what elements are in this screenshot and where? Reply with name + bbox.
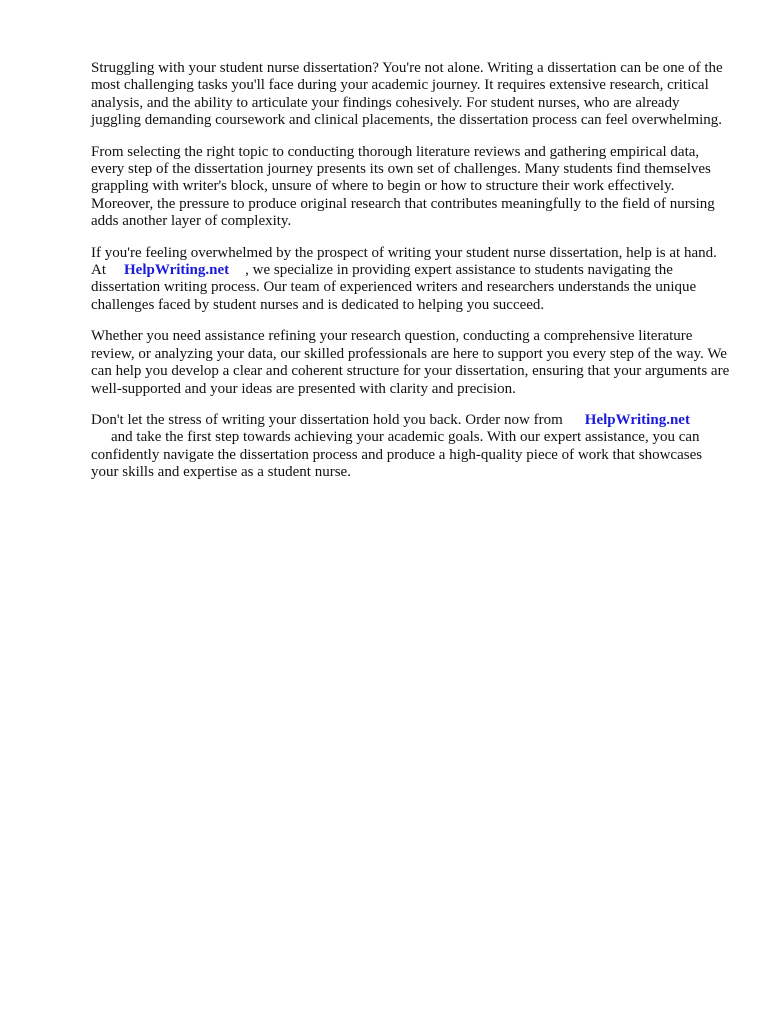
paragraph-help-text-end: , we specialize in providing expert assistance to students navigating the dissertation writing process. Our team of experienced writers and researchers understands the unique challenges faced by student nurses and is dedicated to helping you succeed. — [91, 262, 697, 313]
paragraph-order-text-start: Don't let the stress of writing your dissertation hold you back. Order now from — [91, 411, 563, 428]
paragraph-help-text-start: If you're feeling overwhelmed by the prospect of writing your student nurse dissertation, help is at hand. At — [91, 244, 717, 279]
helpwriting-link[interactable]: HelpWriting.net — [124, 262, 230, 279]
paragraph-challenges: From selecting the right topic to conducting thorough literature reviews and gathering empirical data, every step of the dissertation journey presents its own set of challenges. Many students find themselves grappling with writer's block, unsure of where to begin or how to structure their work effectively. Moreover, the pressure to produce original research that contributes meaningfully to the field of nursing adds another layer of complexity. — [91, 143, 715, 230]
paragraph-help — [91, 245, 731, 315]
paragraph-intro: Struggling with your student nurse dissertation? You're not alone. Writing a dissertation can be one of the most challenging tasks you'll face during your academic journey. It requires extensive research, critical analysis, and the ability to articulate your findings cohesively. For student nurses, who are already juggling demanding coursework and clinical placements, the dissertation process can feel overwhelming. — [91, 60, 723, 129]
paragraph-assistance: Whether you need assistance refining your research question, conducting a comprehensive literature review, or analyzing your data, our skilled professionals are here to support you every step of the way. We can help you develop a clear and coherent structure for your dissertation, ensuring that your arguments are well-supported and your ideas are presented with clarity and precision. — [91, 328, 730, 397]
paragraph-order — [91, 412, 731, 482]
document-body — [91, 60, 731, 496]
paragraph-order-text-end: and take the first step towards achieving your academic goals. With our expert assistance, you can confidently navigate the dissertation process and produce a high-quality piece of work that showcases your skills and expertise as a student nurse. — [91, 429, 703, 481]
helpwriting-order-link[interactable]: HelpWriting.net — [584, 411, 690, 428]
